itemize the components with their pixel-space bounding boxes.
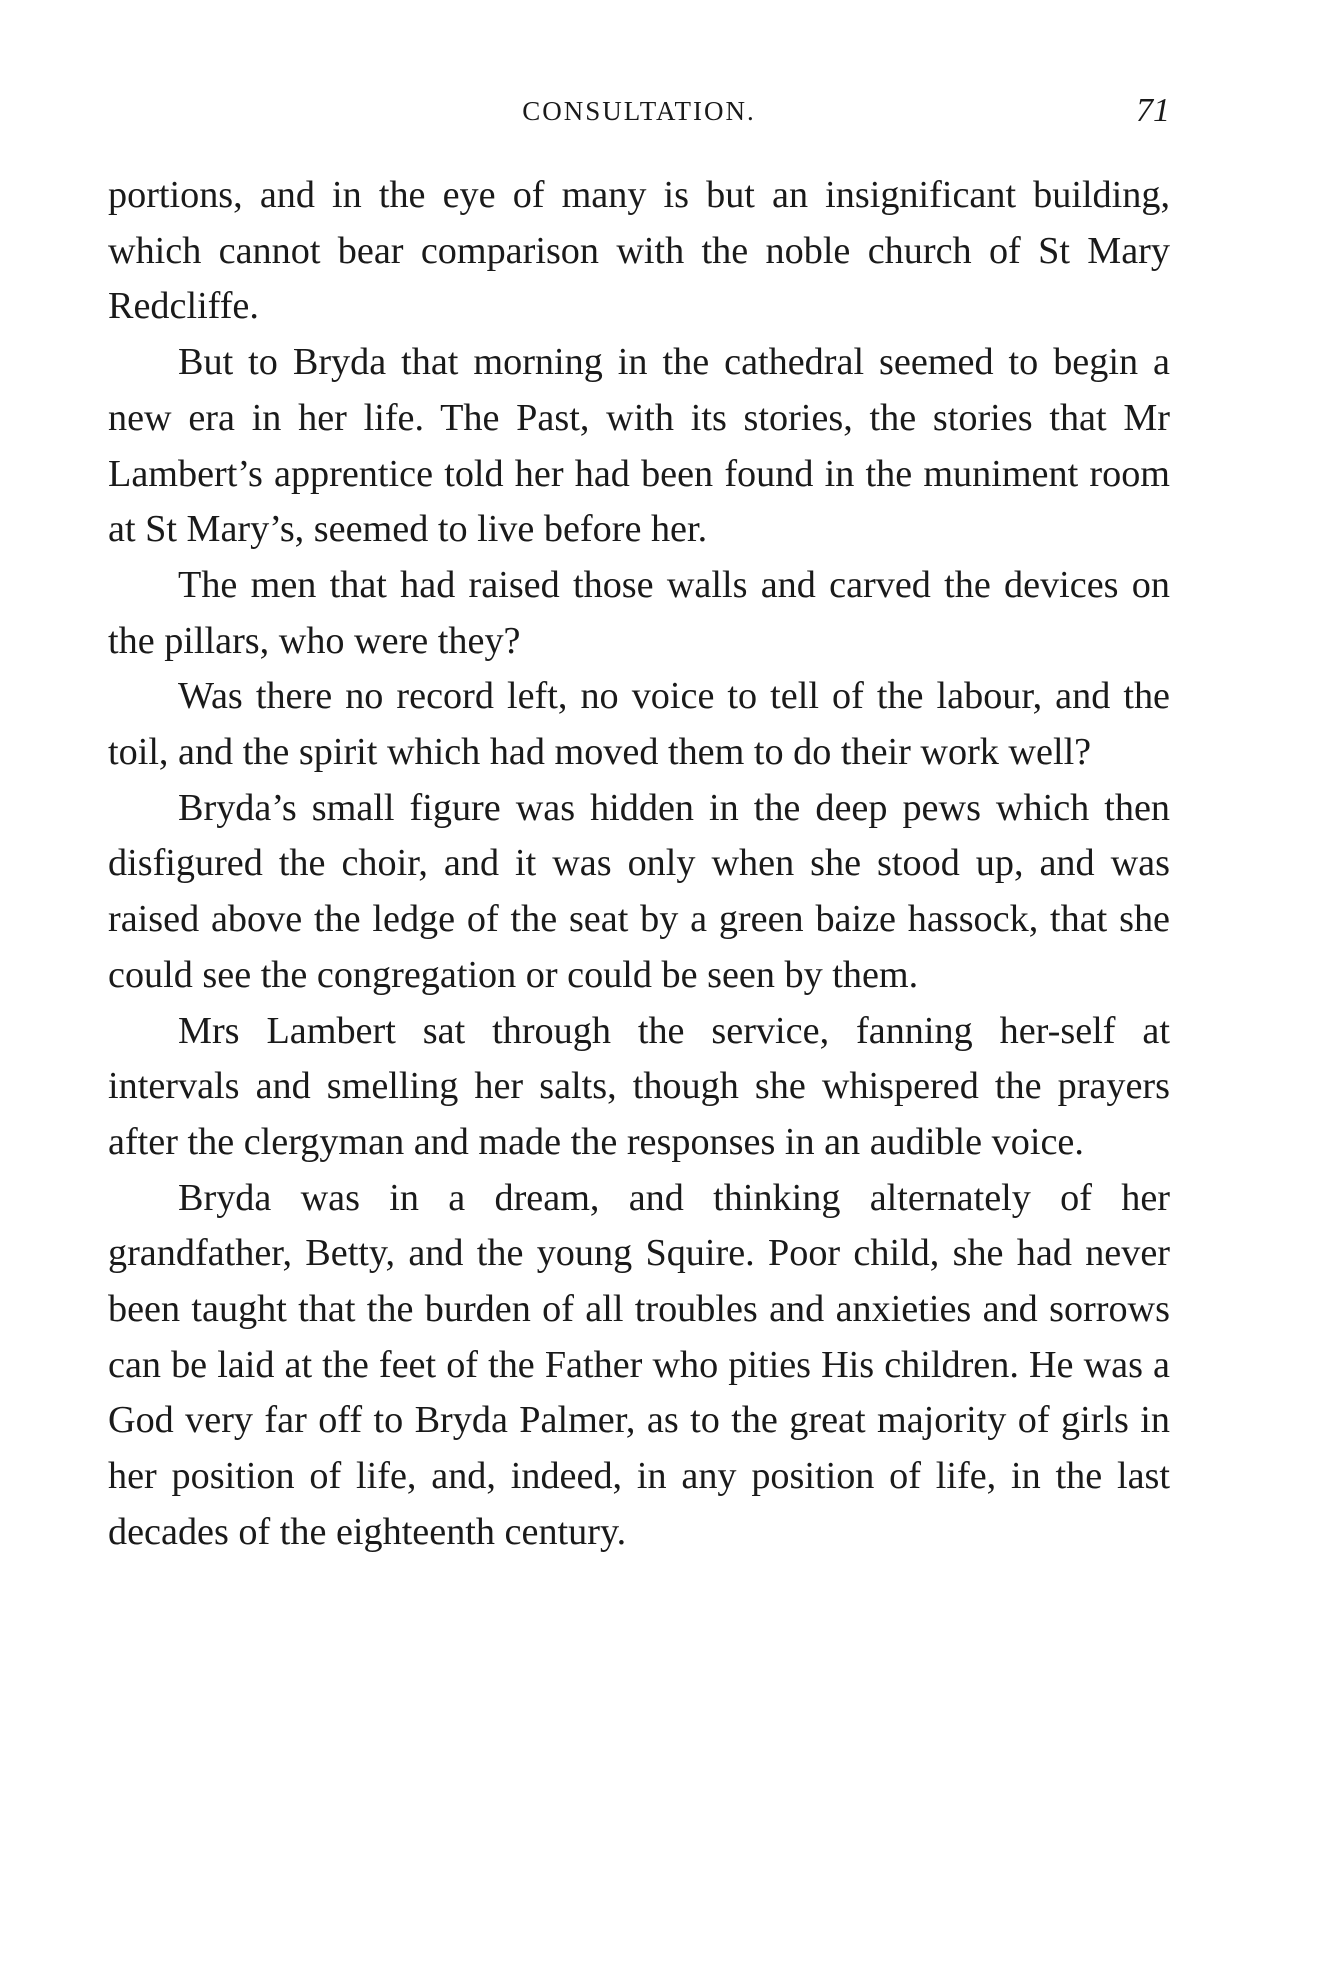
paragraph: But to Bryda that morning in the cathedral seemed to begin a new era in her life. The Past, with its stories, the stories that Mr Lambert’s apprentice told her had been found in the muniment room at St Mary’s, seemed to live before her. xyxy=(108,341,1170,551)
page-number: 71 xyxy=(1136,92,1170,129)
paragraph: The men that had raised those walls and carved the devices on the pillars, who were they? xyxy=(108,563,1170,662)
paragraph-continuation: portions, and in the eye of many is but an insignificant building, which cannot bear comparison with the noble church of St Mary Redcliffe. xyxy=(108,174,1170,328)
body-text xyxy=(108,168,1170,1561)
running-head xyxy=(108,92,1170,136)
paragraph: Mrs Lambert sat through the service, fanning her-self at intervals and smelling her salts, though she whispered the prayers after the clergyman and made the responses in an audible voice. xyxy=(108,1009,1170,1163)
paragraph: Bryda was in a dream, and thinking alternately of her grandfather, Betty, and the young Squire. Poor child, she had never been taught that the burden of all troubles and anxieties and sorrows can be laid at the feet of the Father who pities His children. He was a God very far off to Bryda Palmer, as to the great majority of girls in her position of life, and, indeed, in any position of life, in the last decades of the eighteenth century. xyxy=(108,1176,1170,1553)
running-title: CONSULTATION. xyxy=(522,96,756,126)
paragraph: Was there no record left, no voice to tell of the labour, and the toil, and the spirit which had moved them to do their work well? xyxy=(108,675,1170,774)
paragraph: Bryda’s small figure was hidden in the deep pews which then disfigured the choir, and it was only when she stood up, and was raised above the ledge of the seat by a green baize hassock, that she could see the congregation or could be seen by them. xyxy=(108,786,1170,996)
